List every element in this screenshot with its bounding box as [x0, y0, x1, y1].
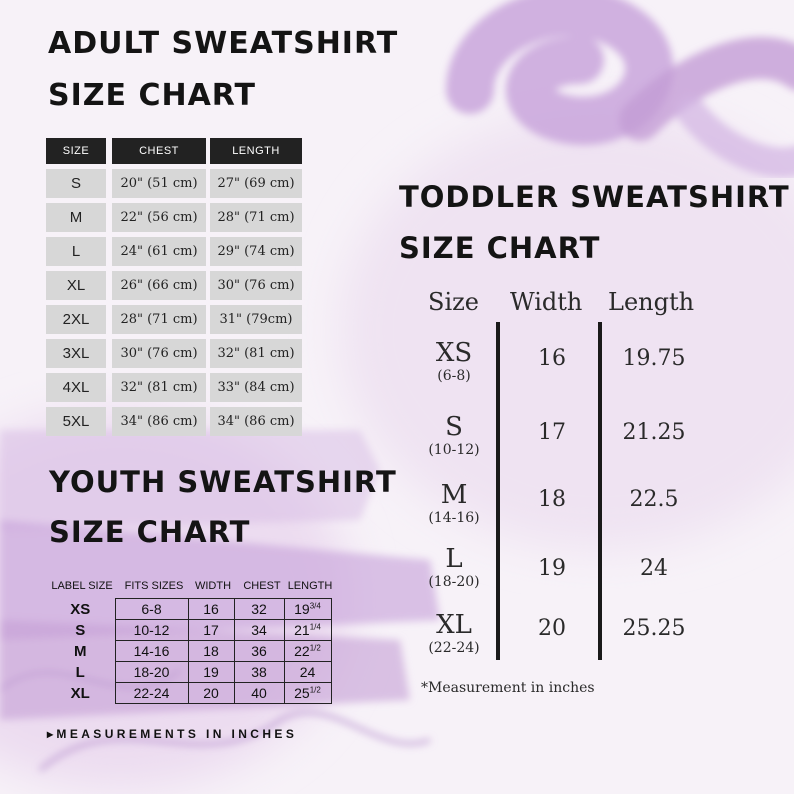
toddler-width-cell: 19 — [538, 556, 566, 581]
table-row — [46, 683, 331, 704]
youth-fits-cell: 10-12 — [115, 620, 188, 641]
adult-chest-cell: 20" (51 cm) — [112, 169, 206, 198]
youth-header-fits-sizes: FITS SIZES — [124, 580, 184, 592]
youth-header-length: LENGTH — [287, 580, 333, 592]
youth-fits-cell: 22-24 — [115, 683, 188, 704]
adult-chart-subtitle: SIZE CHART — [48, 78, 257, 113]
toddler-length-cell: 22.5 — [629, 487, 679, 512]
table-row — [46, 169, 302, 198]
adult-size-table — [46, 138, 302, 436]
toddler-size-range: (10-12) — [428, 442, 480, 458]
youth-chart-title: YOUTH SWEATSHIRT — [49, 465, 397, 499]
youth-length-cell — [284, 599, 331, 620]
toddler-chart-subtitle: SIZE CHART — [399, 231, 601, 265]
youth-length-fraction: 1/4 — [309, 622, 321, 632]
youth-width-cell: 19 — [188, 662, 234, 683]
youth-chest-cell: 34 — [234, 620, 284, 641]
youth-chart-subtitle: SIZE CHART — [49, 515, 251, 549]
toddler-size-cell — [404, 480, 504, 526]
adult-length-cell: 34" (86 cm) — [210, 407, 302, 436]
youth-length-cell — [284, 662, 331, 683]
youth-header-chest: CHEST — [243, 580, 281, 592]
toddler-size-label: S — [445, 412, 463, 442]
youth-length-cell — [284, 683, 331, 704]
youth-label-cell: XS — [70, 600, 91, 618]
youth-measurement-note: ▸MEASUREMENTS IN INCHES — [47, 727, 298, 741]
youth-chest-cell: 40 — [234, 683, 284, 704]
toddler-size-range: (14-16) — [428, 510, 480, 526]
adult-length-cell: 28" (71 cm) — [210, 203, 302, 232]
youth-length-whole: 24 — [299, 664, 316, 680]
adult-length-cell: 32" (81 cm) — [210, 339, 302, 368]
table-row — [46, 237, 302, 266]
adult-chest-cell: 30" (76 cm) — [112, 339, 206, 368]
youth-width-cell: 18 — [188, 641, 234, 662]
youth-fits-cell: 14-16 — [115, 641, 188, 662]
youth-header-label-size: LABEL SIZE — [51, 580, 113, 592]
adult-table-header — [46, 138, 302, 164]
youth-length-cell — [284, 641, 331, 662]
adult-chart-title: ADULT SWEATSHIRT — [48, 26, 399, 61]
toddler-size-cell — [404, 412, 504, 458]
toddler-header-length: Length — [608, 288, 695, 316]
toddler-size-label: M — [440, 480, 468, 510]
toddler-size-label: XL — [436, 610, 472, 640]
youth-width-cell: 16 — [188, 599, 234, 620]
table-row — [46, 305, 302, 334]
adult-length-cell: 31" (79cm) — [210, 305, 302, 334]
youth-chest-cell: 32 — [234, 599, 284, 620]
table-row — [46, 407, 302, 436]
youth-length-cell — [284, 620, 331, 641]
table-row — [46, 203, 302, 232]
adult-length-cell: 33" (84 cm) — [210, 373, 302, 402]
youth-length-whole: 19 — [294, 601, 310, 617]
adult-chest-cell: 34" (86 cm) — [112, 407, 206, 436]
youth-label-cell: L — [75, 663, 85, 681]
youth-length-fraction: 1/2 — [309, 685, 321, 695]
adult-length-cell: 30" (76 cm) — [210, 271, 302, 300]
adult-chest-cell: 26" (66 cm) — [112, 271, 206, 300]
adult-size-cell: S — [46, 169, 106, 198]
youth-label-cell: S — [75, 621, 86, 639]
youth-width-cell: 17 — [188, 620, 234, 641]
adult-header-length: LENGTH — [210, 138, 302, 164]
toddler-header-size: Size — [428, 288, 479, 316]
youth-chest-cell: 36 — [234, 641, 284, 662]
youth-length-whole: 22 — [294, 643, 310, 659]
toddler-size-range: (22-24) — [428, 640, 480, 656]
youth-label-cell: M — [74, 642, 87, 660]
toddler-measurement-note: *Measurement in inches — [421, 680, 595, 696]
toddler-length-cell: 24 — [640, 556, 668, 581]
toddler-size-label: L — [445, 544, 463, 574]
youth-size-table — [46, 598, 332, 704]
toddler-size-range: (6-8) — [437, 368, 471, 384]
adult-length-cell: 27" (69 cm) — [210, 169, 302, 198]
toddler-width-cell: 20 — [538, 616, 566, 641]
table-row — [46, 620, 331, 641]
toddler-length-cell: 19.75 — [622, 346, 686, 371]
adult-size-cell: 4XL — [46, 373, 106, 402]
toddler-length-cell: 25.25 — [622, 616, 686, 641]
youth-fits-cell: 18-20 — [115, 662, 188, 683]
youth-length-whole: 25 — [294, 685, 310, 701]
toddler-width-cell: 16 — [538, 346, 566, 371]
toddler-width-cell: 17 — [538, 420, 566, 445]
adult-size-cell: 2XL — [46, 305, 106, 334]
adult-size-cell: XL — [46, 271, 106, 300]
adult-chest-cell: 22" (56 cm) — [112, 203, 206, 232]
adult-header-chest: CHEST — [112, 138, 206, 164]
youth-width-cell: 20 — [188, 683, 234, 704]
adult-size-cell: 3XL — [46, 339, 106, 368]
adult-header-size: SIZE — [46, 138, 106, 164]
table-row — [46, 662, 331, 683]
toddler-size-range: (18-20) — [428, 574, 480, 590]
table-row — [46, 599, 331, 620]
adult-chest-cell: 28" (71 cm) — [112, 305, 206, 334]
youth-length-whole: 21 — [294, 622, 310, 638]
youth-chest-cell: 38 — [234, 662, 284, 683]
toddler-length-cell: 21.25 — [622, 420, 686, 445]
adult-size-cell: 5XL — [46, 407, 106, 436]
adult-chest-cell: 24" (61 cm) — [112, 237, 206, 266]
youth-fits-cell: 6-8 — [115, 599, 188, 620]
adult-size-cell: M — [46, 203, 106, 232]
toddler-header-width: Width — [510, 288, 583, 316]
adult-length-cell: 29" (74 cm) — [210, 237, 302, 266]
youth-length-fraction: 3/4 — [309, 601, 321, 611]
toddler-size-cell — [404, 338, 504, 384]
toddler-size-label: XS — [435, 338, 473, 368]
toddler-size-cell — [404, 610, 504, 656]
table-row — [46, 339, 302, 368]
youth-length-fraction: 1/2 — [309, 643, 321, 653]
table-row — [46, 271, 302, 300]
adult-chest-cell: 32" (81 cm) — [112, 373, 206, 402]
toddler-chart-title: TODDLER SWEATSHIRT — [399, 180, 790, 214]
youth-label-cell: XL — [70, 684, 90, 702]
toddler-size-cell — [404, 544, 504, 590]
table-row — [46, 641, 331, 662]
adult-size-cell: L — [46, 237, 106, 266]
youth-header-width: WIDTH — [194, 580, 232, 592]
toddler-width-cell: 18 — [538, 487, 566, 512]
table-row — [46, 373, 302, 402]
